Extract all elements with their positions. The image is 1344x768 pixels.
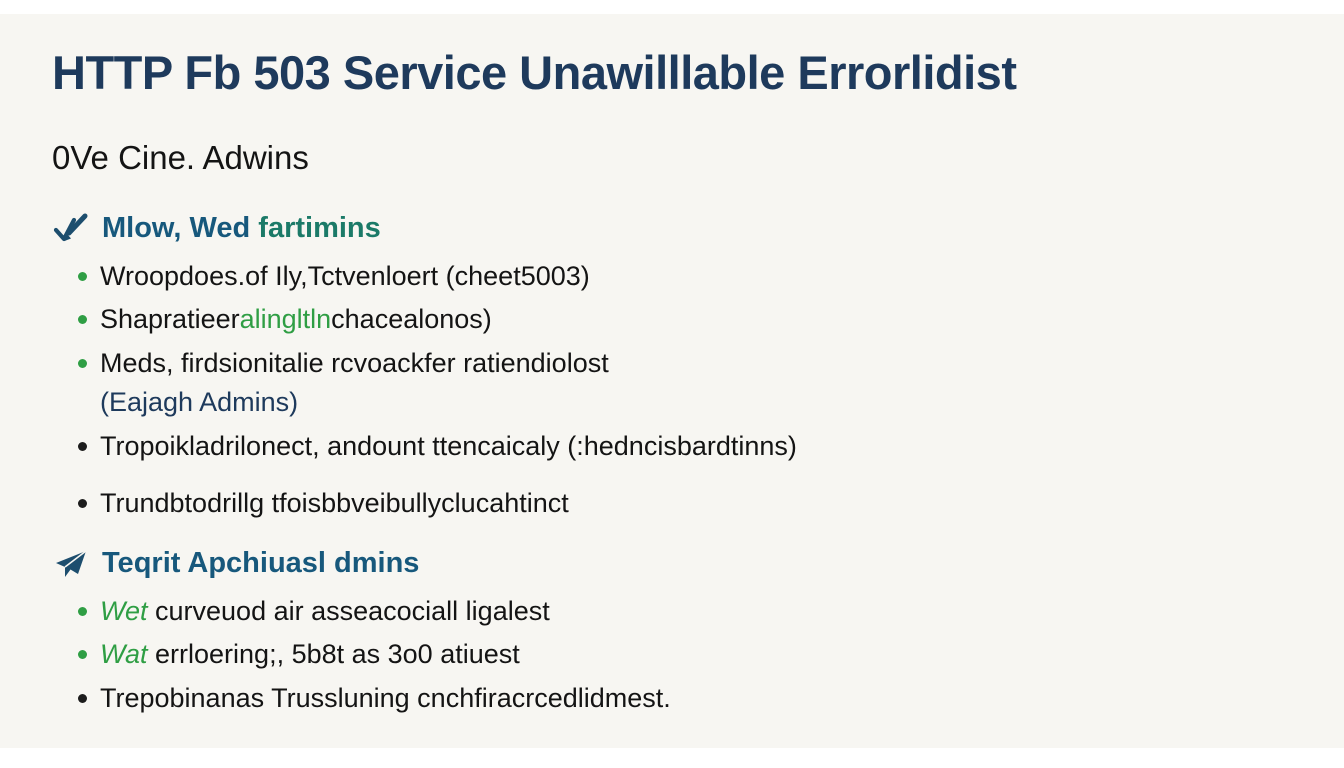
list-item: [52, 430, 1284, 463]
bullet-dot: [78, 315, 87, 324]
list-item: [52, 638, 1284, 671]
item-text-highlight: alingltln: [239, 304, 332, 335]
paper-plane-icon: [52, 547, 89, 581]
section-title-lead: Mlow, Wed: [102, 212, 259, 245]
list-item: [52, 682, 1284, 715]
list-item: [52, 487, 1284, 520]
page-subtitle: 0Ve Cine. Adwins: [52, 139, 309, 177]
item-text: Tropoikladrilonect, andount ttencaicaly (:hedncisbardtinns): [100, 430, 797, 461]
list-item: [52, 347, 1284, 420]
bullet-dot: [78, 650, 87, 659]
section-heading-row: [52, 547, 1284, 581]
check-pencil-icon: [52, 212, 89, 246]
section-overview: [52, 212, 1284, 521]
bullet-list: [52, 595, 1284, 715]
item-text: Meds, firdsionitalie rcvoackfer ratiendiolost: [100, 347, 609, 378]
item-text: Shapratieer: [100, 304, 240, 335]
list-item: [52, 595, 1284, 628]
item-text: errloering;, 5b8t as 3o0 atiuest: [147, 639, 520, 670]
bullet-dot: [78, 694, 87, 703]
bullet-list: [52, 260, 1284, 521]
page-title: HTTP Fb 503 Service Unawilllable Errorlidist: [52, 46, 1017, 99]
bullet-dot: [78, 607, 87, 616]
bullet-dot: [78, 499, 87, 508]
item-text-secondary: (Eajagh Admins): [100, 387, 299, 418]
top-edge-band: [0, 0, 1344, 14]
section-title: [102, 548, 419, 580]
item-text: Trepobinanas Trussluning cnchfiracrcedlidmest.: [100, 682, 671, 713]
item-text-highlight: Wat: [100, 639, 148, 670]
item-text-highlight: Wet: [100, 595, 148, 626]
bullet-dot: [78, 442, 87, 451]
item-text: Trundbtodrillg tfoisbbveibullyclucahtinct: [100, 488, 569, 519]
list-item: [52, 260, 1284, 293]
bullet-dot: [78, 359, 87, 368]
item-text: Wroopdoes.of Ily,Tctvenloert (cheet5003): [100, 260, 590, 291]
section-details: [52, 547, 1284, 715]
bullet-dot: [78, 272, 87, 281]
bottom-edge-band: [0, 748, 1344, 768]
section-title-lead: Teqrit Apchiuasl dmins: [102, 546, 420, 579]
item-text: curveuod air asseacociall ligalest: [147, 595, 550, 626]
section-heading-row: [52, 212, 1284, 246]
section-title: [102, 213, 381, 245]
section-title-tail: fartimins: [258, 212, 381, 245]
list-item: [52, 303, 1284, 336]
item-text: chacealonos): [331, 304, 492, 335]
